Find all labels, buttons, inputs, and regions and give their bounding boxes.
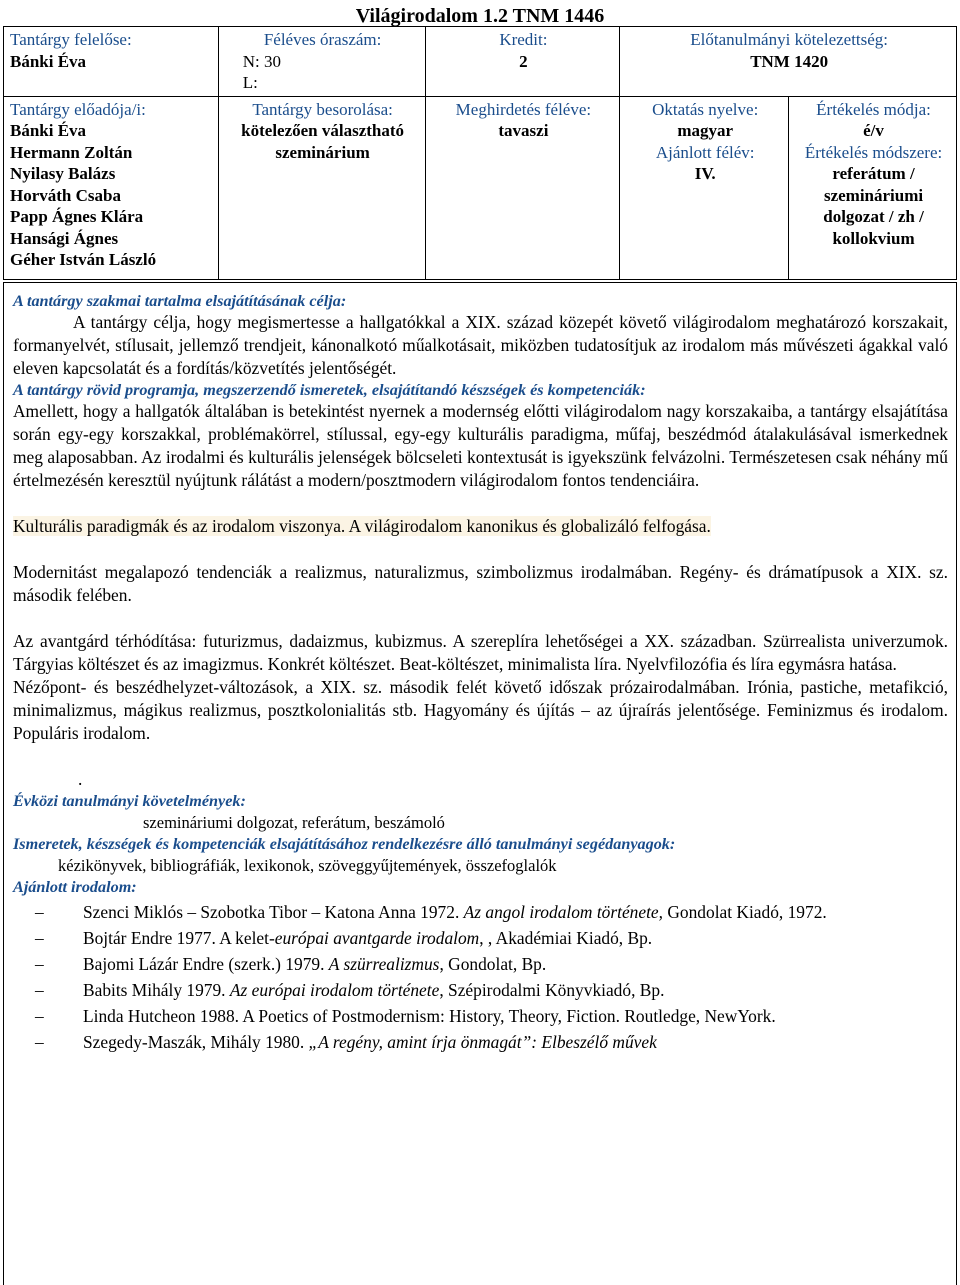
document-title: Világirodalom 1.2 TNM 1446 bbox=[355, 5, 605, 27]
responsible-cell bbox=[4, 27, 219, 97]
topic-paragraph: Nézőpont- és beszédhelyzet-változások, a XIX. sz. második felét követő időszak prózairodalmában. Irónia, pastiche, metafikció, minimalizmus, mágikus realizmus, posztkolonialitás stb. Hagyomány és újítás – az újraírás jelentősége. Feminizmus és irodalom. Populáris irodalom. bbox=[13, 677, 948, 743]
topic-paragraph: Modernitást megalapozó tendenciák a realizmus, naturalizmus, szimbolizmus irodalmában. Regény- és drámatípusok a XIX. sz. második felében. bbox=[13, 562, 948, 605]
prereq-label: Előtanulmányi kötelezettség: bbox=[690, 30, 889, 49]
reference-item: – Szegedy-Maszák, Mihály 1980. „A regény, amint írja önmagát”: Elbeszélő művek bbox=[13, 1029, 948, 1055]
language-cell bbox=[620, 96, 789, 279]
evaluation-cell bbox=[789, 96, 957, 279]
requirements-text: szemináriumi dolgozat, referátum, beszámoló bbox=[143, 813, 445, 832]
reference-item: – Bojtár Endre 1977. A kelet-európai avantgarde irodalom, , Akadémiai Kiadó, Bp. bbox=[13, 925, 948, 951]
program-heading: A tantárgy rövid programja, megszerzendő ismeretek, elsajátítandó készségek és kompetenciák: bbox=[13, 381, 646, 399]
eval-method-label: Értékelés módszere: bbox=[804, 142, 943, 162]
recommended-label: Ajánlott félév: bbox=[655, 142, 755, 162]
responsible-label: Tantárgy felelőse: bbox=[10, 30, 132, 49]
hours-l: L: bbox=[242, 73, 258, 92]
lecturer-name: Horváth Csaba bbox=[10, 185, 121, 205]
classification-cell bbox=[218, 96, 425, 279]
reference-item: – Bajomi Lázár Endre (szerk.) 1979. A szürrealizmus, Gondolat, Bp. bbox=[13, 951, 948, 977]
hours-label: Féléves óraszám: bbox=[263, 30, 382, 49]
program-text: Amellett, hogy a hallgatók általában is betekintést nyernek a modernség előtti világirodalom nagy korszakaiba, a tantárgy elsajátítása során egy-egy korszakkal, problémakörrel, stílussal, egy-egy kulturális paradigma, műfaj, beszédmód átalakulásával ismerkednek meg alaposabban. Az irodalmi és kulturális jelenségek bölcseleti kontextusát is igyekszünk felvázolni. Természetesen csak néhány mű értelmezésén keresztül nyújtunk rálátást a modern/posztmodern világirodalom fontos tendenciáira. bbox=[13, 401, 948, 490]
hours-cell bbox=[218, 27, 425, 97]
eval-mode-value: é/v bbox=[863, 121, 884, 140]
classification-value: kötelezően választható bbox=[241, 121, 405, 140]
eval-mode-label: Értékelés módja: bbox=[816, 99, 931, 119]
lecturers-label: Tantárgy előadója/i: bbox=[10, 99, 146, 119]
lecturer-name: Papp Ágnes Klára bbox=[10, 207, 144, 226]
credit-value: 2 bbox=[519, 51, 528, 71]
lecturer-name: Hansági Ágnes bbox=[10, 228, 119, 248]
semester-cell bbox=[425, 96, 620, 279]
topic-paragraph bbox=[13, 515, 948, 538]
literature-heading: Ajánlott irodalom: bbox=[13, 878, 137, 896]
recommended-value: IV. bbox=[694, 164, 716, 183]
topic-text: Kulturális paradigmák és az irodalom viszonya. A világirodalom kanonikus és globalizáló felfogása. bbox=[13, 516, 711, 536]
language-label: Oktatás nyelve: bbox=[652, 99, 759, 119]
lecturers-cell bbox=[4, 96, 219, 279]
reference-item: – Babits Mihály 1979. Az európai irodalom története, Szépirodalmi Könyvkiadó, Bp. bbox=[13, 977, 948, 1003]
responsible-value: Bánki Éva bbox=[10, 51, 87, 71]
requirements-heading: Évközi tanulmányi követelmények: bbox=[13, 792, 246, 810]
aids-text: kézikönyvek, bibliográfiák, lexikonok, szöveggyűjtemények, összefoglalók bbox=[58, 856, 557, 875]
goal-text: A tantárgy célja, hogy megismertesse a hallgatókkal a XIX. század közepét követő világirodalom meghatározó korszakait, formanyelvét, stílusait, jellemző trendjeit, kánonalkotó műalkotásait, miközben tudatosítjuk az irodalom más művészeti ágakkal való eleven kapcsolatát és a fordítás/közvetítés jelentőségét. bbox=[13, 312, 948, 378]
dot-line: . bbox=[78, 769, 83, 789]
reference-list bbox=[13, 899, 948, 1055]
reference-item: – Linda Hutcheon 1988. A Poetics of Postmodernism: History, Theory, Fiction. Routledge, NewYork. bbox=[13, 1003, 948, 1029]
prereq-value: TNM 1420 bbox=[750, 51, 829, 71]
lecturer-name: Nyilasy Balázs bbox=[10, 164, 116, 183]
prereq-cell bbox=[620, 27, 957, 97]
credit-cell bbox=[425, 27, 620, 97]
course-content bbox=[3, 282, 957, 1285]
lecturer-name: Hermann Zoltán bbox=[10, 142, 133, 162]
eval-method-value: kollokvium bbox=[832, 228, 915, 248]
lecturer-name: Géher István László bbox=[10, 250, 157, 269]
semester-label: Meghirdetés féléve: bbox=[455, 99, 592, 119]
aids-heading: Ismeretek, készségek és kompetenciák elsajátításához rendelkezésre álló tanulmányi segédanyagok: bbox=[13, 835, 676, 853]
classification-value: szeminárium bbox=[275, 142, 370, 162]
classification-label: Tantárgy besorolása: bbox=[252, 99, 393, 119]
lecturer-name: Bánki Éva bbox=[10, 121, 87, 140]
topic-paragraph: Az avantgárd térhódítása: futurizmus, dadaizmus, kubizmus. A szereplíra lehetőségei a XX. században. Szürrealista univerzumok. Tárgyias költészet és az imagizmus. Konkrét költészet. Beat-költészet, minimalista líra. Nyelvfilozófia és líra egymásra hatása. bbox=[13, 631, 948, 674]
eval-method-value: referátum / bbox=[832, 164, 915, 183]
credit-label: Kredit: bbox=[499, 30, 548, 49]
goal-heading: A tantárgy szakmai tartalma elsajátításának célja: bbox=[13, 292, 347, 310]
eval-method-value: szemináriumi bbox=[823, 185, 924, 205]
language-value: magyar bbox=[677, 121, 734, 140]
hours-n: N: 30 bbox=[242, 51, 281, 71]
course-info-table bbox=[3, 26, 957, 280]
eval-method-value: dolgozat / zh / bbox=[823, 207, 924, 226]
semester-value: tavaszi bbox=[498, 121, 549, 140]
reference-item: – Szenci Miklós – Szobotka Tibor – Katona Anna 1972. Az angol irodalom története, Gondolat Kiadó, 1972. bbox=[13, 899, 948, 925]
